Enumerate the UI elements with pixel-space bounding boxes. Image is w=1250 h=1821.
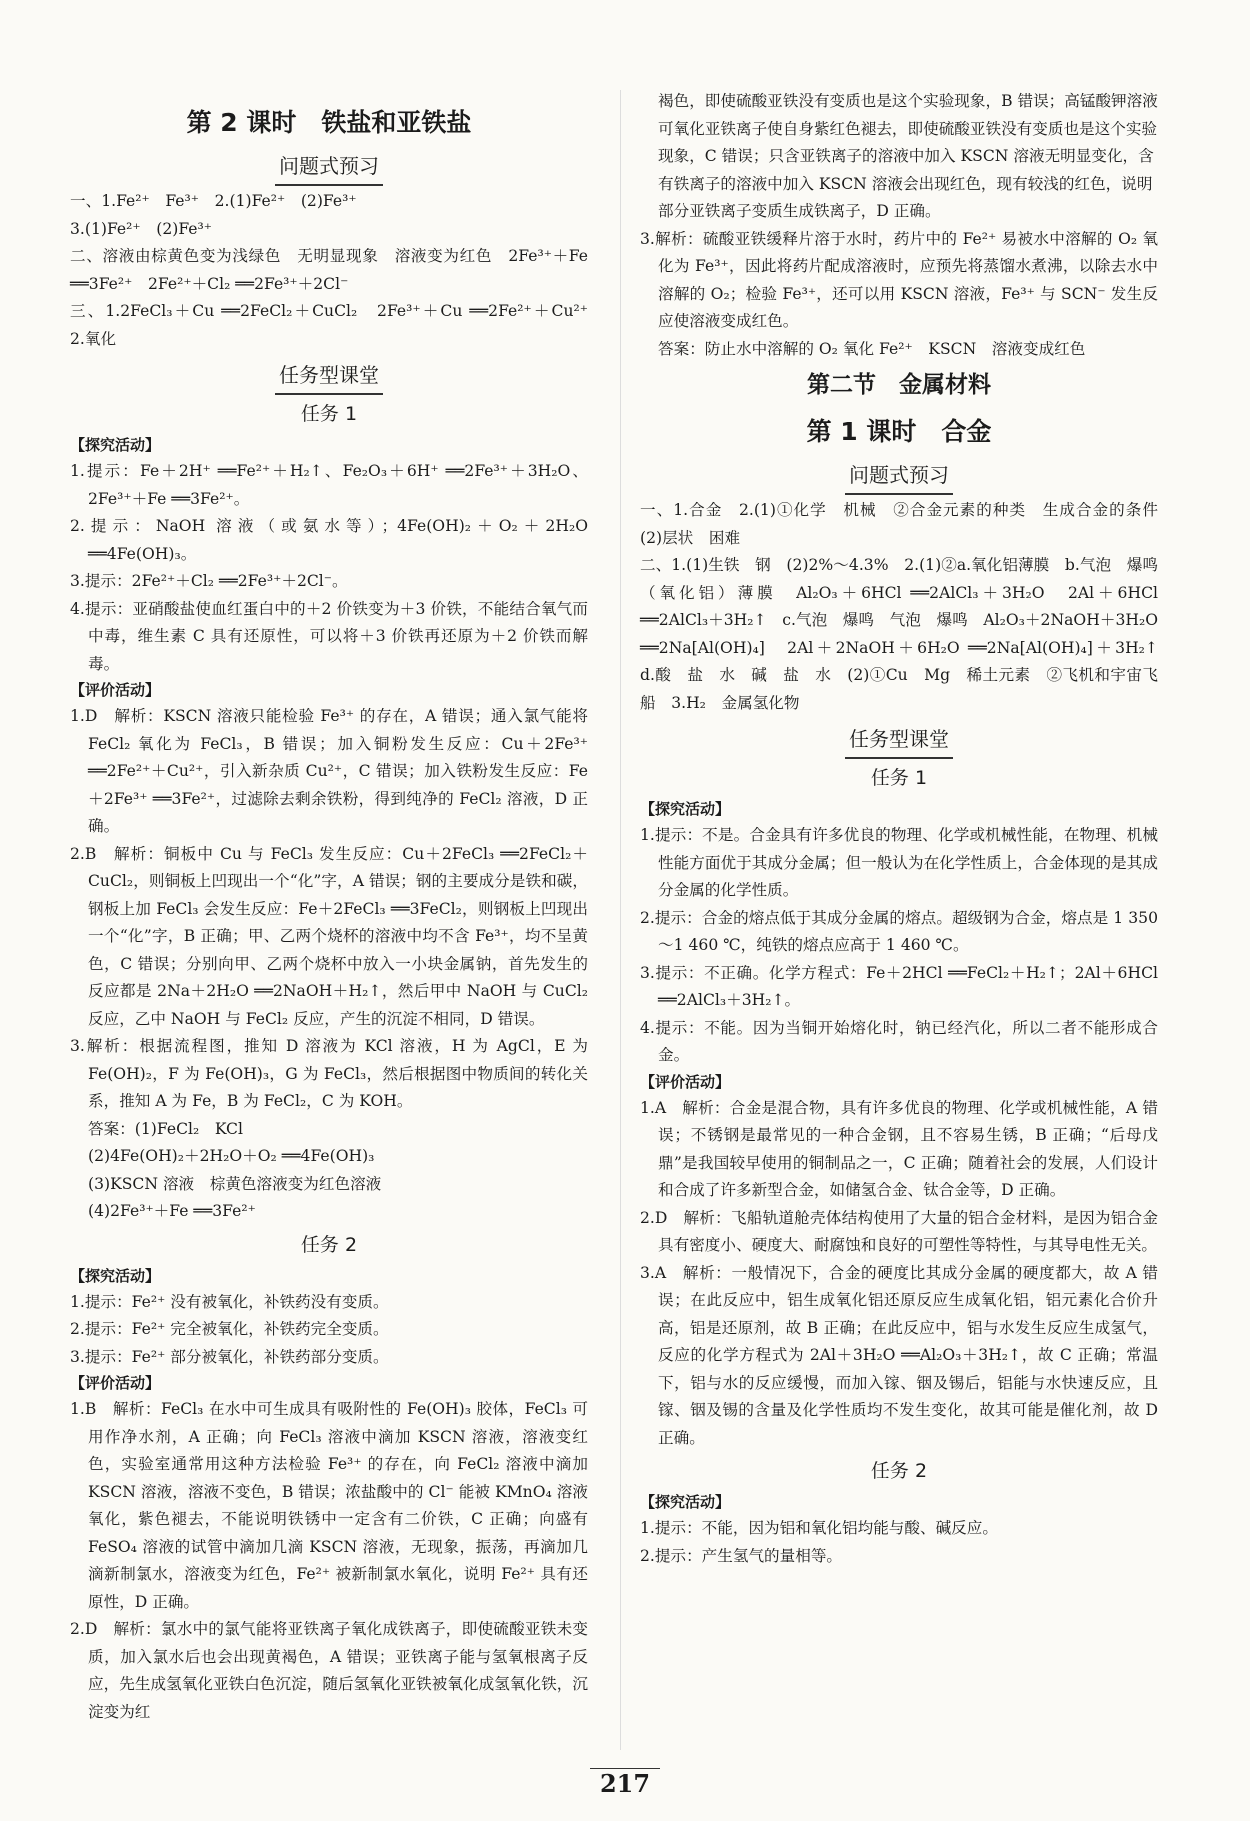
explore-item: 1.提示：不是。合金具有许多优良的物理、化学或机械性能，在物理、机械性能方面优于其成分金属；但一般认为在化学性质上，合金体现的是其成分金属的化学性质。 — [640, 826, 1158, 899]
eval-item: 2.B 解析：铜板中 Cu 与 FeCl₃ 发生反应：Cu＋2FeCl₃ ══2FeCl₂＋CuCl₂，则铜板上凹现出一个“化”字，A 错误；钢的主要成分是铁和碳，钢板上加 FeCl₃ 会发生反应：Fe＋2FeCl₃ ══3FeCl₂，则钢板上凹现出一个“化”字，B 正确；甲、乙两个烧杯的溶液中均不含 Fe³⁺，均不呈黄色，C 错误；分别向甲、乙两个烧杯中放入一小块金属钠，首先发生的反应都是 2Na＋2H₂O ══2NaOH＋H₂↑，然后甲中 NaOH 与 CuCl₂ 反应，乙中 NaOH 与 FeCl₂ 反应，产生的沉淀不相同，D 错误。 — [70, 844, 588, 1028]
eval-item: 3.解析：根据流程图，推知 D 溶液为 KCl 溶液，H 为 AgCl，E 为 Fe(OH)₂，F 为 Fe(OH)₃，G 为 FeCl₃，然后根据图中物质间的转化关系，推知 A 为 Fe，B 为 FeCl₂，C 为 KOH。 — [70, 1037, 588, 1110]
eval-item: 3.A 解析：一般情况下，合金的硬度比其成分金属的硬度都大，故 A 错误；在此反应中，铝生成氧化铝还原反应生成氧化铝，铝元素化合价升高，铝是还原剂，故 B 正确；在此反应中，铝与水发生反应生成氢气，反应的化学方程式为 2Al＋3H₂O ══Al₂O₃＋3H₂↑，故 C 正确；常温下，铝与水的反应缓慢，而加入镓、铟及锡后，铝能与水快速反应，且镓、铟及锡的含量及化学性质均不发生变化，故其可能是催化剂，故 D 正确。 — [640, 1263, 1158, 1447]
preview-line: 一、1.合金 2.(1)①化学 机械 ②合金元素的种类 生成合金的条件 (2)层状 困难 — [640, 501, 1174, 547]
eval-item: 3.解析：硫酸亚铁缓释片溶于水时，药片中的 Fe²⁺ 易被水中溶解的 O₂ 氧化为 Fe³⁺，因此将药片配成溶液时，应预先将蒸馏水煮沸，以除去水中溶解的 O₂；检验 Fe³⁺，还可以用 KSCN 溶液，Fe³⁺ 与 SCN⁻ 发生反应使溶液变成红色。 — [640, 229, 1158, 330]
section-preview-heading: 问题式预习 — [640, 457, 1158, 495]
eval-item: 1.A 解析：合金是混合物，具有许多优良的物理、化学或机械性能，A 错误；不锈钢是最常见的一种合金钢，且不容易生锈，B 正确；“后母戊鼎”是我国较早使用的铜制品之一，C 正确；随着社会的发展，人们设计和合成了许多新型合金，如储氢合金、钛合金等，D 正确。 — [640, 1098, 1158, 1199]
section-classroom-heading: 任务型课堂 — [70, 357, 588, 395]
answer-line: (3)KSCN 溶液 棕黄色溶液变为红色溶液 — [88, 1174, 382, 1193]
section-classroom-heading: 任务型课堂 — [640, 721, 1158, 759]
explore-item: 3.提示：2Fe²⁺＋Cl₂ ══2Fe³⁺＋2Cl⁻。 — [70, 572, 348, 590]
preview-line: 三、1.2FeCl₃＋Cu ══2FeCl₂＋CuCl₂ 2Fe³⁺＋Cu ══2Fe²⁺＋Cu²⁺ 2.氧化 — [70, 302, 604, 348]
explore-label: 【探究活动】 — [640, 1493, 731, 1511]
right-column — [640, 88, 1174, 1570]
page-number: 217 — [0, 1768, 1250, 1798]
section-preview-heading: 问题式预习 — [70, 148, 588, 186]
explore-item: 1.提示：不能，因为铝和氧化铝均能与酸、碱反应。 — [640, 1519, 998, 1537]
eval-label: 【评价活动】 — [70, 1374, 161, 1392]
explore-label: 【探究活动】 — [70, 1266, 161, 1285]
eval-item: 1.D 解析：KSCN 溶液只能检验 Fe³⁺ 的存在，A 错误；通入氯气能将 FeCl₂ 氧化为 FeCl₃，B 错误；加入铜粉发生反应：Cu＋2Fe³⁺ ══2Fe²⁺＋Cu²⁺，引入新杂质 Cu²⁺，C 错误；加入铁粉发生反应：Fe＋2Fe³⁺ ══3Fe²⁺，过滤除去剩余铁粉，得到纯净的 FeCl₂ 溶液，D 正确。 — [70, 707, 588, 835]
task-heading: 任务 1 — [300, 403, 358, 425]
eval-item: 2.D 解析：氯水中的氯气能将亚铁离子氧化成铁离子，即使硫酸亚铁未变质，加入氯水后也会出现黄褐色，A 错误；亚铁离子能与氢氧根离子反应，先生成氢氧化亚铁白色沉淀，随后氢氧化亚铁被氧化成氢氧化铁，沉淀变为红 — [70, 1620, 588, 1721]
explore-item: 3.提示：Fe²⁺ 部分被氧化，补铁药部分变质。 — [70, 1347, 389, 1366]
answer-line: 答案：(1)FeCl₂ KCl — [88, 1119, 243, 1138]
lesson-title: 第 1 课时 合金 — [806, 417, 992, 446]
answer-line: (2)4Fe(OH)₂＋2H₂O＋O₂ ══4Fe(OH)₃ — [88, 1147, 375, 1165]
explore-item: 2.提示：合金的熔点低于其成分金属的熔点。超级钢为合金，熔点是 1 350～1 460 ℃，纯铁的熔点应高于 1 460 ℃。 — [640, 908, 1158, 954]
explore-item: 2.提示：Fe²⁺ 完全被氧化，补铁药完全变质。 — [70, 1320, 389, 1338]
eval-label: 【评价活动】 — [640, 1072, 731, 1091]
answer-line: (4)2Fe³⁺＋Fe ══3Fe²⁺ — [88, 1202, 256, 1220]
column-divider — [620, 90, 621, 1750]
task-heading: 任务 1 — [870, 767, 928, 789]
eval-item: 1.B 解析：FeCl₃ 在水中可生成具有吸附性的 Fe(OH)₃ 胶体，FeCl₃ 可用作净水剂，A 正确；向 FeCl₃ 溶液中滴加 KSCN 溶液，溶液变红色，实验室通常用这种方法检验 Fe³⁺ 的存在，向 FeCl₂ 溶液中滴加 KSCN 溶液，溶液不变色，B 错误；浓盐酸中的 Cl⁻ 能被 KMnO₄ 溶液氧化，紫色褪去，不能说明铁锈中一定含有二价铁，C 正确；向盛有 FeSO₄ 溶液的试管中滴加几滴 KSCN 溶液，无现象，振荡，再滴加几滴新制氯水，溶液变为红色，Fe²⁺ 被新制氯水氧化，说明 Fe²⁺ 具有还原性，D 正确。 — [70, 1400, 588, 1611]
explore-label: 【探究活动】 — [70, 436, 161, 454]
answer-line: 答案：防止水中溶解的 O₂ 氧化 Fe²⁺ KSCN 溶液变成红色 — [658, 339, 1086, 358]
explore-item: 4.提示：亚硝酸盐使血红蛋白中的＋2 价铁变为＋3 价铁，不能结合氧气而中毒，维生素 C 具有还原性，可以将＋3 价铁再还原为＋2 价铁而解毒。 — [70, 599, 588, 673]
explore-item: 1.提示：Fe²⁺ 没有被氧化，补铁药没有变质。 — [70, 1292, 389, 1311]
chapter-section-title: 第二节 金属材料 — [807, 372, 991, 398]
task-heading: 任务 2 — [870, 1460, 928, 1482]
continued-text: 褐色，即使硫酸亚铁没有变质也是这个实验现象，B 错误；高锰酸钾溶液可氧化亚铁离子使自身紫红色褪去，即使硫酸亚铁没有变质也是这个实验现象，C 错误；只含亚铁离子的溶液中加入 KSCN 溶液无明显变化，含有铁离子的溶液中加入 KSCN 溶液会出现红色，现有较浅的红色，说明部分亚铁离子变质生成铁离子，D 正确。 — [658, 92, 1158, 220]
explore-item: 4.提示：不能。因为当铜开始熔化时，钠已经汽化，所以二者不能形成合金。 — [640, 1018, 1158, 1064]
preview-line: 一、1.Fe²⁺ Fe³⁺ 2.(1)Fe²⁺ (2)Fe³⁺ — [70, 192, 357, 210]
explore-item: 3.提示：不正确。化学方程式：Fe＋2HCl ══FeCl₂＋H₂↑；2Al＋6HCl ══2AlCl₃＋3H₂↑。 — [640, 963, 1158, 1009]
explore-item: 2.提示：NaOH 溶液（或氨水等）；4Fe(OH)₂＋O₂＋2H₂O ══4Fe(OH)₃。 — [70, 517, 588, 563]
eval-label: 【评价活动】 — [70, 681, 161, 699]
left-column — [70, 96, 604, 1726]
eval-item: 2.D 解析：飞船轨道舱壳体结构使用了大量的铝合金材料，是因为铝合金具有密度小、硬度大、耐腐蚀和良好的可塑性等特性，与其导电性无关。 — [640, 1208, 1158, 1254]
preview-line: 3.(1)Fe²⁺ (2)Fe³⁺ — [70, 219, 213, 238]
preview-line: 二、溶液由棕黄色变为浅绿色 无明显现象 溶液变为红色 2Fe³⁺＋Fe ══3Fe²⁺ 2Fe²⁺＋Cl₂ ══2Fe³⁺＋2Cl⁻ — [70, 247, 593, 293]
task-heading: 任务 2 — [300, 1233, 358, 1256]
explore-item: 2.提示：产生氢气的量相等。 — [640, 1546, 843, 1565]
preview-line: 二、1.(1)生铁 钢 (2)2%～4.3% 2.(1)②a.氧化铝薄膜 b.气泡 爆鸣 （氧化铝）薄膜 Al₂O₃＋6HCl ══2AlCl₃＋3H₂O 2Al＋6HCl ══2AlCl₃＋3H₂↑ c.气泡 爆鸣 气泡 爆鸣 Al₂O₃＋2NaOH＋3H₂O ══2Na[Al(OH)₄] 2Al＋2NaOH＋6H₂O ══2Na[Al(OH)₄]＋3H₂↑ d.酸 盐 水 碱 盐 水 (2)①Cu Mg 稀土元素 ②飞机和宇宙飞船 3.H₂ 金属氢化物 — [640, 556, 1174, 712]
explore-item: 1.提示：Fe＋2H⁺ ══Fe²⁺＋H₂↑、Fe₂O₃＋6H⁺ ══2Fe³⁺＋3H₂O、2Fe³⁺＋Fe ══3Fe²⁺。 — [70, 462, 588, 508]
lesson-title: 第 2 课时 铁盐和亚铁盐 — [186, 108, 472, 137]
explore-label: 【探究活动】 — [640, 800, 731, 818]
